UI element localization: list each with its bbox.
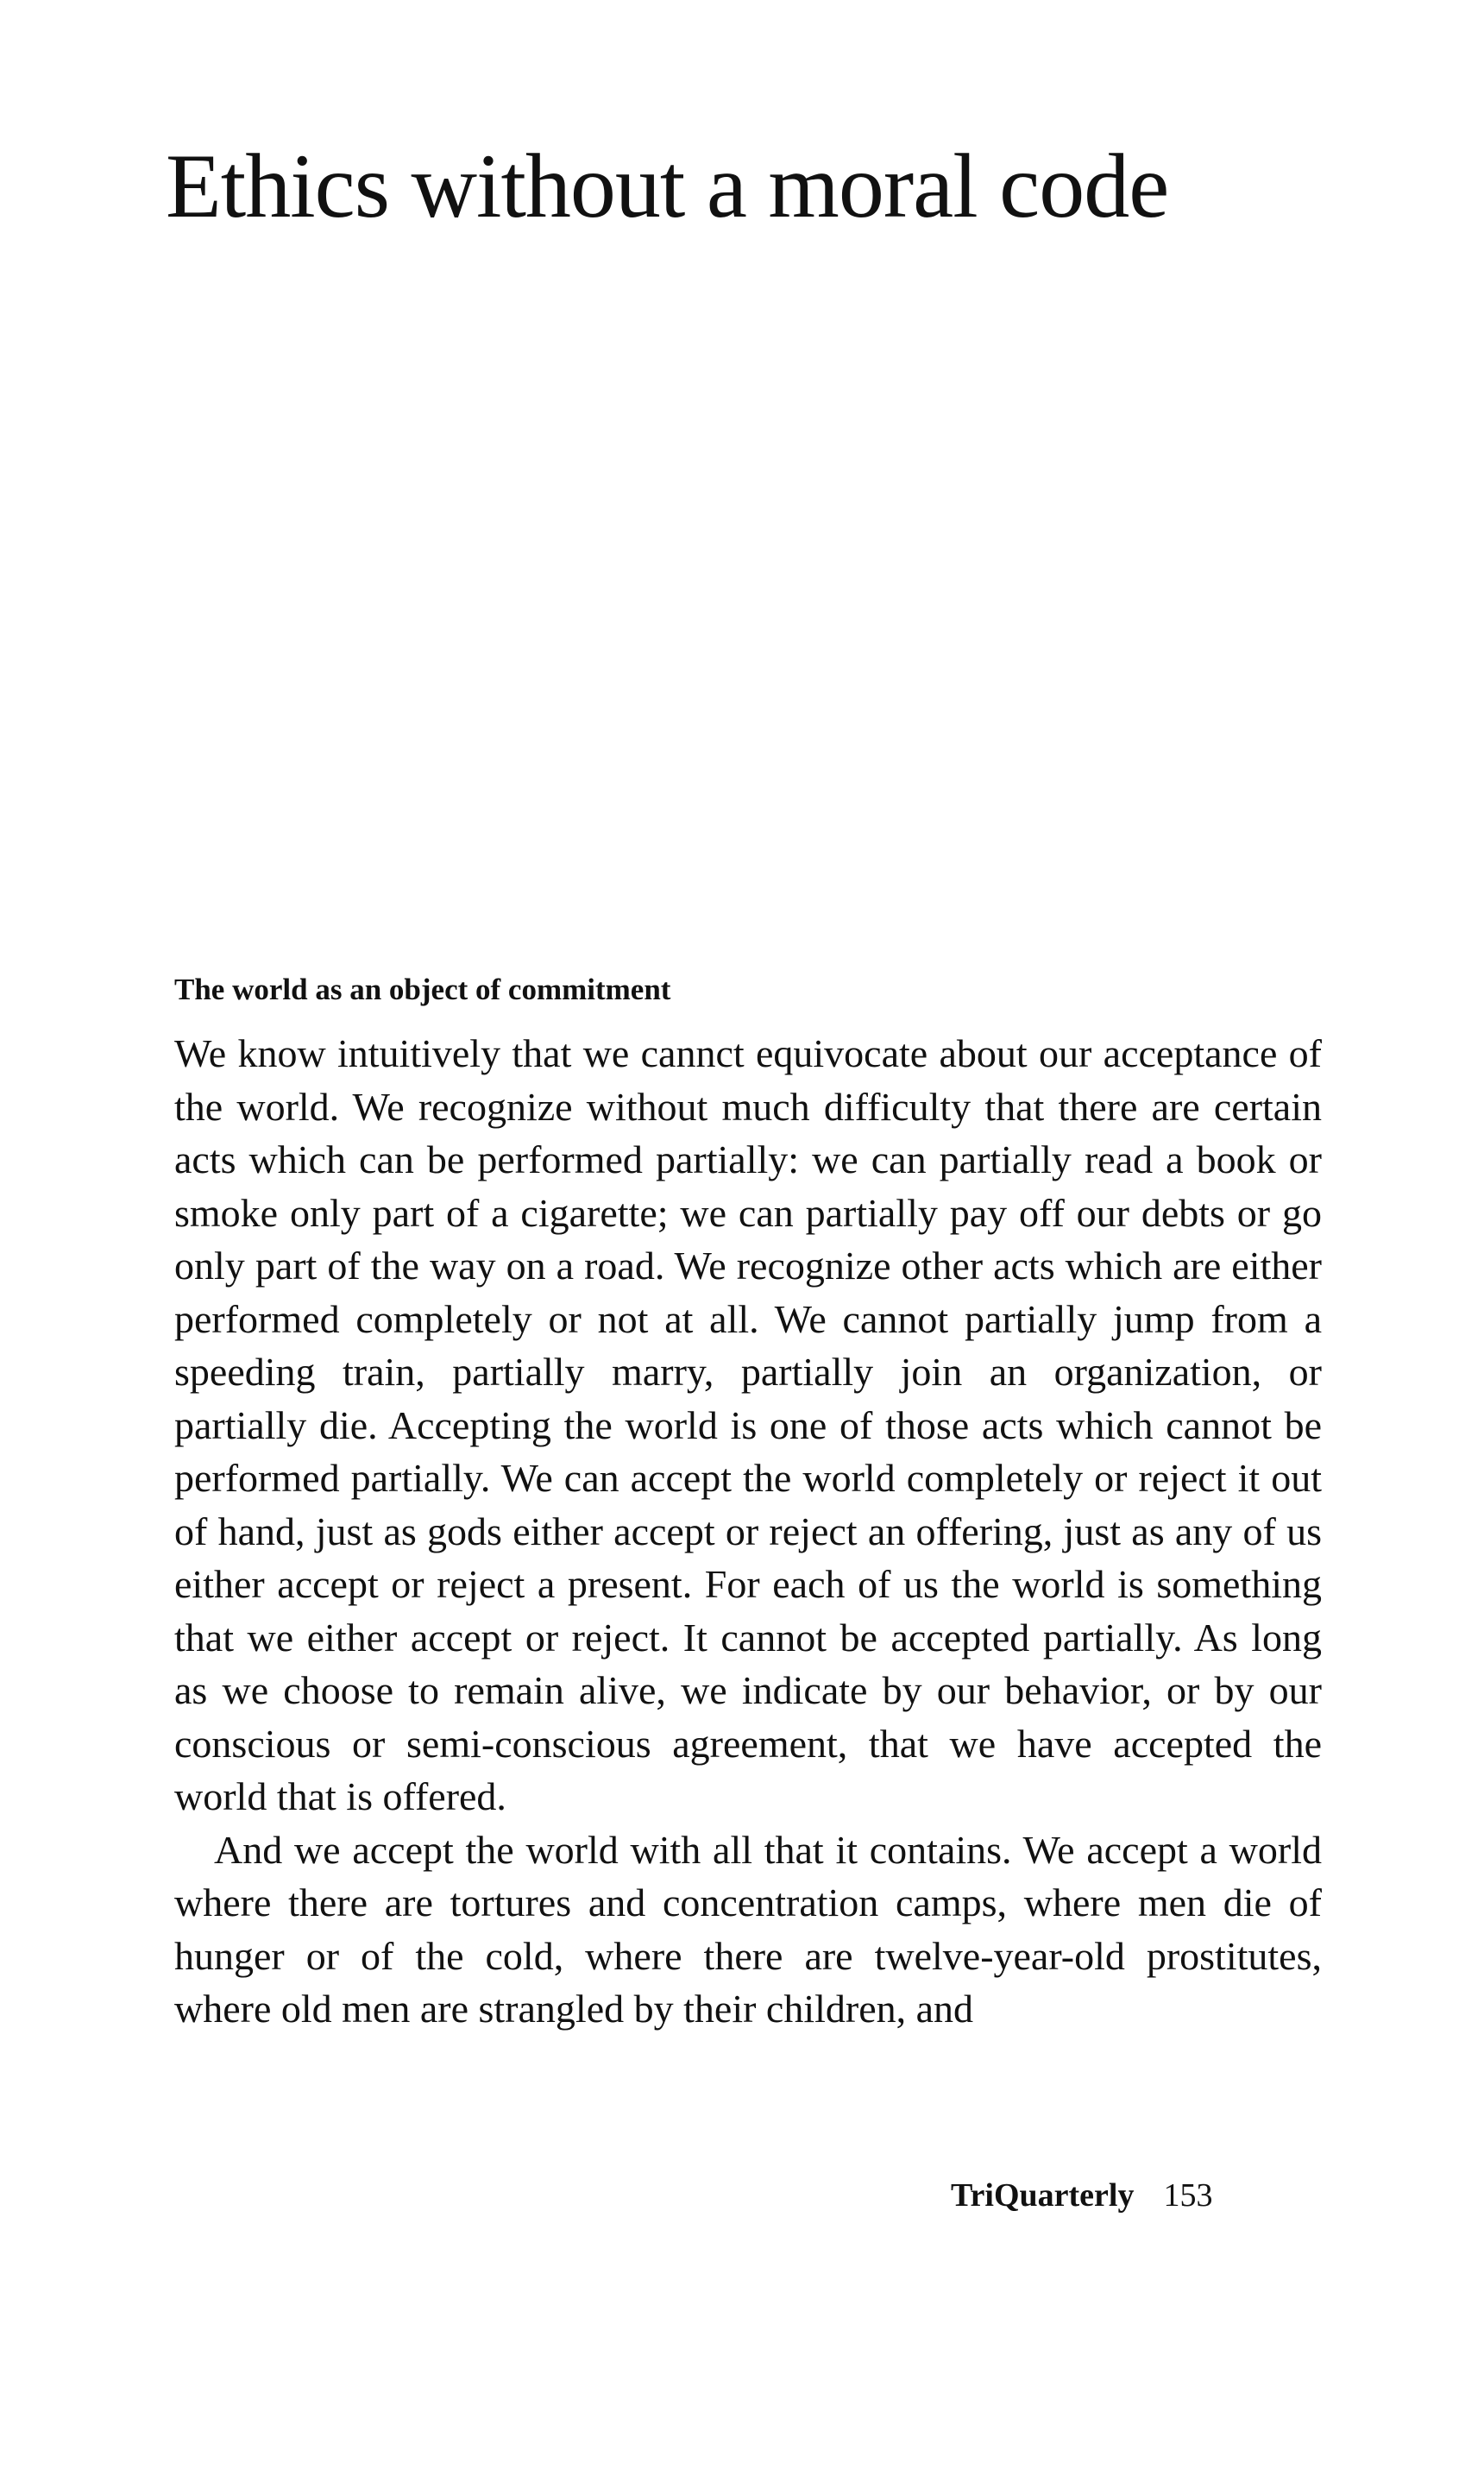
article-body xyxy=(174,1027,1322,2036)
page-title: Ethics without a moral code xyxy=(166,135,1169,236)
body-paragraph-1: We know intuitively that we cannct equivocate about our acceptance of the world. We recognize without much difficulty that there are certain acts which can be performed partially: we can partially read a book or smoke only part of a cigarette; we can partially pay off our debts or go only part of the way on a road. We recognize other acts which are either performed completely or not at all. We cannot partially jump from a speeding train, partially marry, partially join an organization, or partially die. Accepting the world is one of those acts which cannot be performed partially. We can accept the world completely or reject it out of hand, just as gods either accept or reject an offering, just as any of us either accept or reject a present. For each of us the world is something that we either accept or reject. It cannot be accepted partially. As long as we choose to remain alive, we indicate by our behavior, or by our conscious or semi-conscious agreement, that we have accepted the world that is offered. xyxy=(174,1031,1322,1818)
page-number: 153 xyxy=(1163,2177,1213,2214)
page-footer xyxy=(951,2176,1212,2216)
body-paragraph-2: And we accept the world with all that it contains. We accept a world where there are tortures and concentration camps, where men die of hunger or of the cold, where there are twelve-year-old prostitutes, where old men are strangled by their children, and xyxy=(174,1827,1322,2031)
section-heading: The world as an object of commitment xyxy=(174,973,671,1006)
journal-name: TriQuarterly xyxy=(951,2177,1135,2214)
